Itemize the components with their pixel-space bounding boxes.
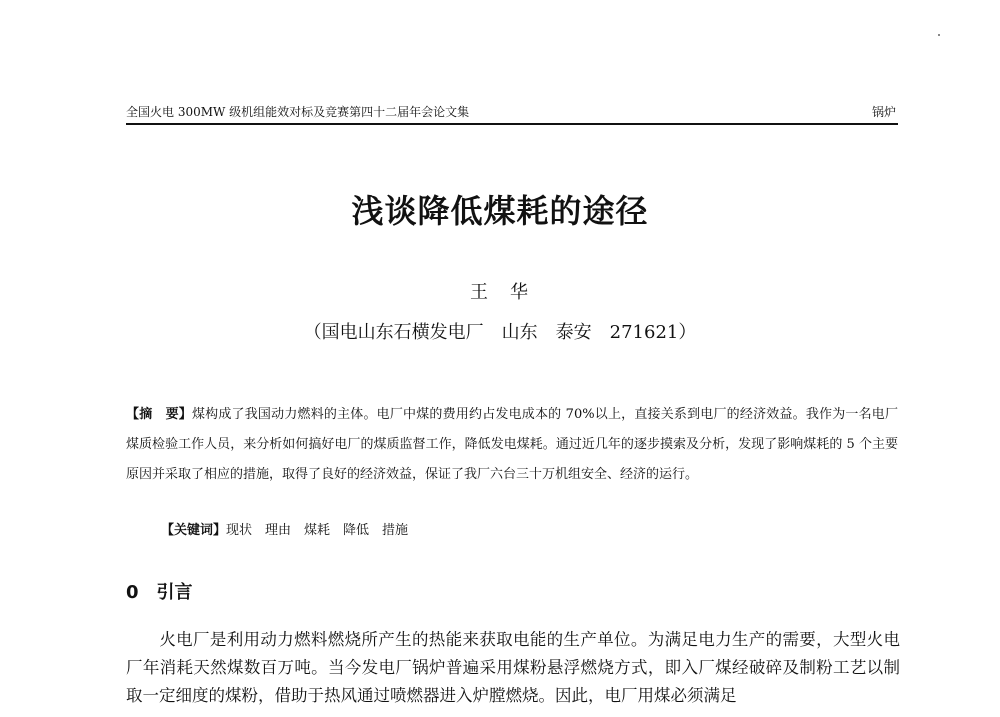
body-paragraph xyxy=(126,626,900,710)
paper-title: 浅谈降低煤耗的途径 xyxy=(351,192,649,230)
keywords xyxy=(161,516,408,546)
header-proceedings-title: 全国火电 300MW 级机组能效对标及竞赛第四十二届年会论文集 xyxy=(126,105,470,119)
keywords-text: 现状 理由 煤耗 降低 措施 xyxy=(226,523,409,538)
scan-speck xyxy=(938,34,940,36)
author-name: 王华 xyxy=(470,282,550,303)
section-title: 引言 xyxy=(156,582,193,603)
abstract-text: 煤构成了我国动力燃料的主体。电厂中煤的费用约占发电成本的 70%以上，直接关系到电厂的经济效益。我作为一名电厂煤质检验工作人员，来分析如何搞好电厂的煤质监督工作，降低发电煤耗。通过近几年的逐步摸索及分析，发现了影响煤耗的 5 个主要原因并采取了相应的措施，取得了良好的经济效益，保证了我厂六台三十万机组安全、经济的运行。 xyxy=(126,407,898,482)
section-number: 0 xyxy=(126,582,139,603)
abstract xyxy=(126,400,898,490)
body-paragraph-text: 火电厂是利用动力燃料燃烧所产生的热能来获取电能的生产单位。为满足电力生产的需要，大型火电厂年消耗天然煤数百万吨。当今发电厂锅炉普遍采用煤粉悬浮燃烧方式，即入厂煤经破碎及制粉工艺以制取一定细度的煤粉，借助于热风通过喷燃器进入炉膛燃烧。因此，电厂用煤必须满足 xyxy=(126,630,900,705)
keywords-label: 【关键词】 xyxy=(161,523,227,538)
running-header xyxy=(126,103,898,125)
section-heading xyxy=(126,578,193,604)
author-affiliation: （国电山东石横发电厂 山东 泰安 271621） xyxy=(303,322,697,343)
header-section: 锅炉 xyxy=(871,105,896,119)
abstract-label: 【摘 要】 xyxy=(126,407,192,422)
